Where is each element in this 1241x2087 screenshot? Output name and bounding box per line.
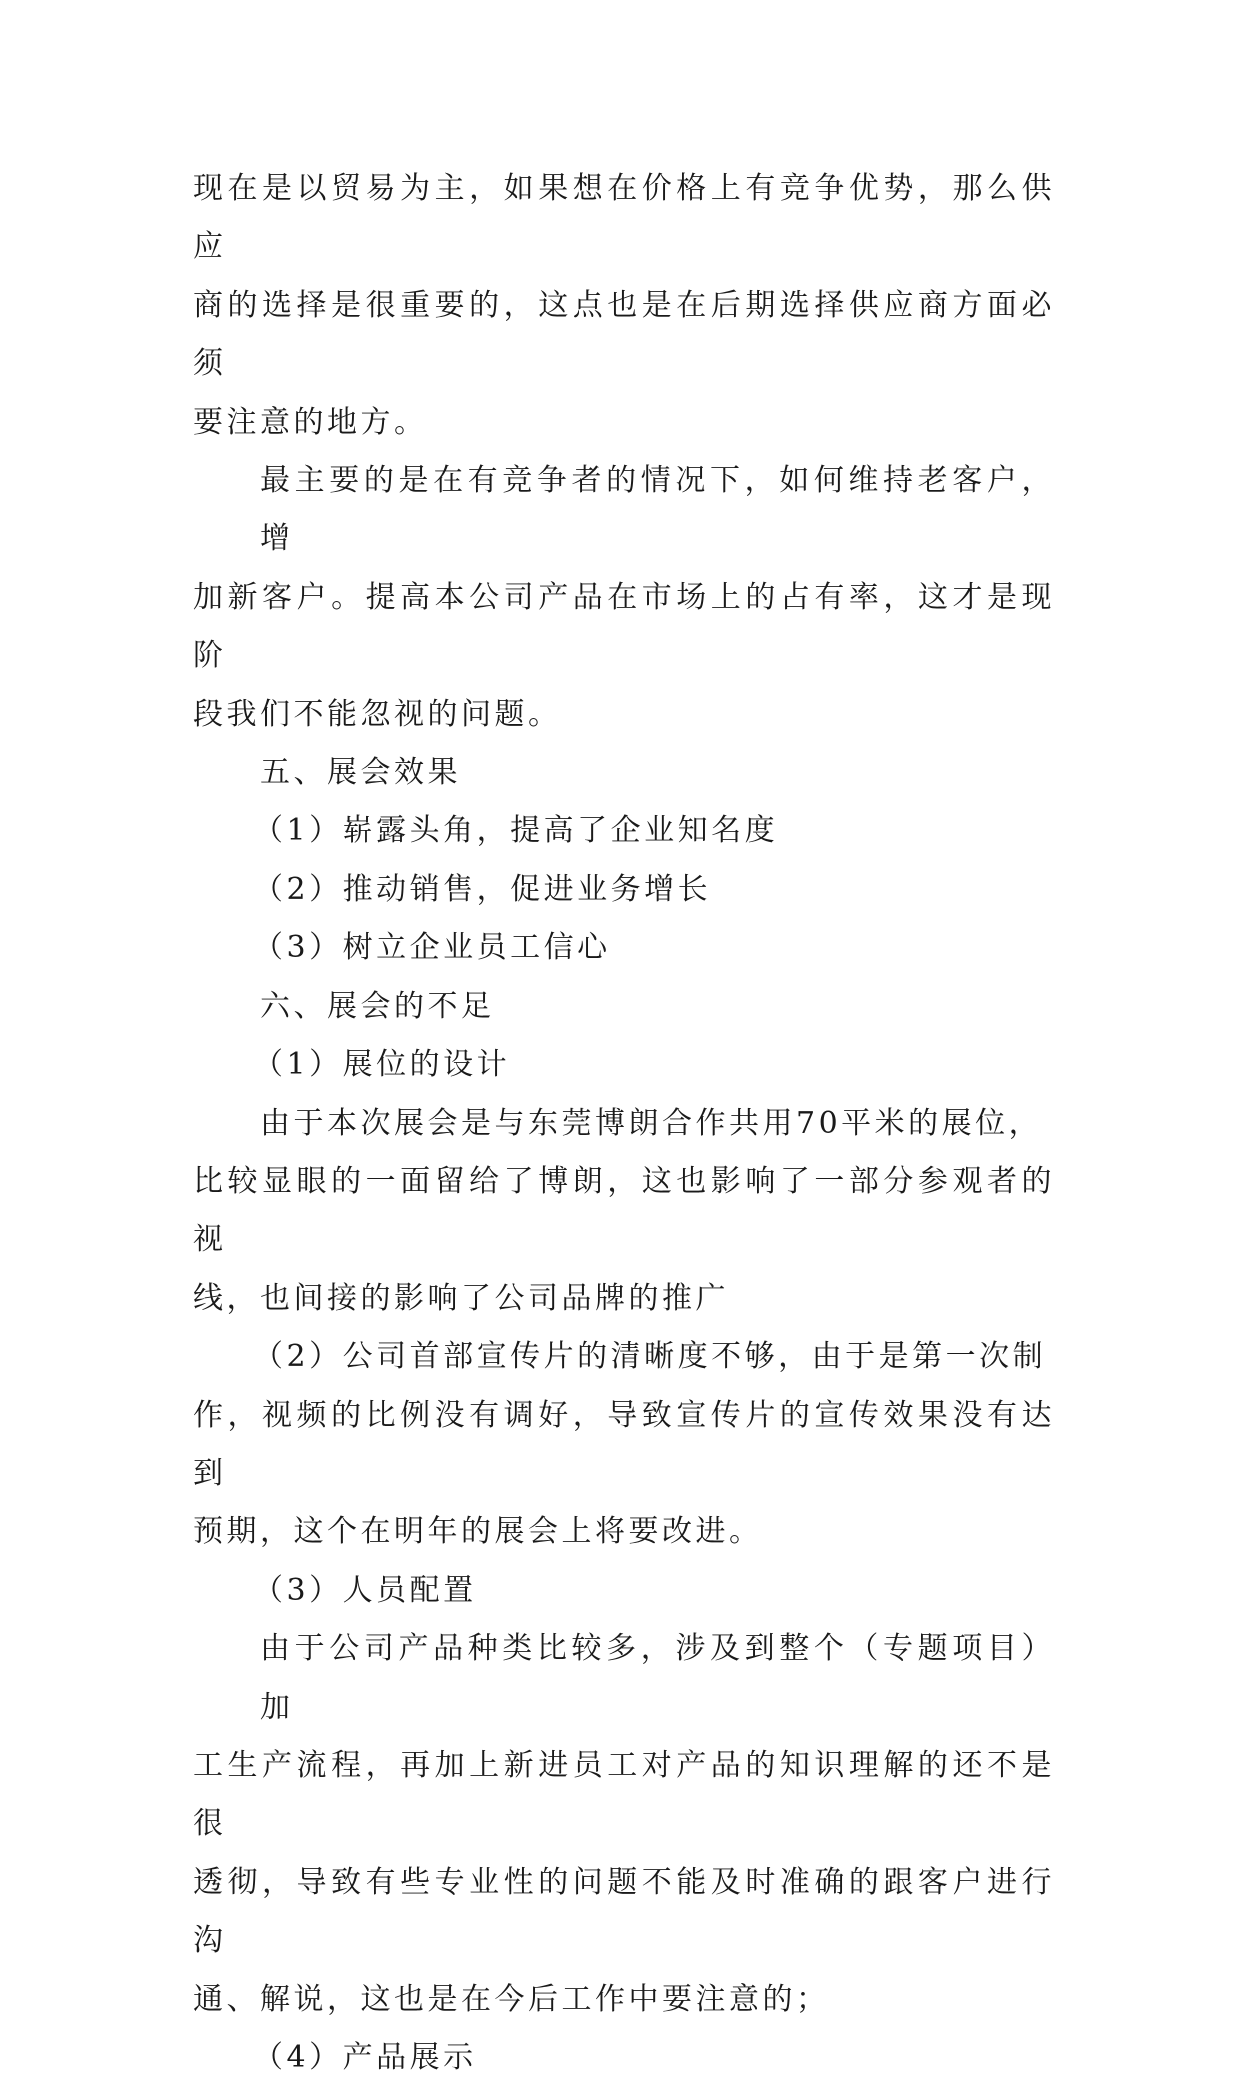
list-item: （3）树立企业员工信心 <box>253 930 611 966</box>
section-heading-exhibition-results: 五、展会效果 <box>260 755 461 791</box>
paragraph-trade <box>193 160 1055 452</box>
paragraph-staffing <box>193 1620 1055 2029</box>
text-line: 预期，这个在明年的展会上将要改进。 <box>193 1514 763 1550</box>
text-line: 通、解说，这也是在今后工作中要注意的； <box>193 1981 830 2017</box>
text-line: 工生产流程，再加上新进员工对产品的知识理解的还不是很 <box>193 1747 1055 1842</box>
list-item: （2）推动销售，促进业务增长 <box>253 871 712 907</box>
text-line: 最主要的是在有竞争者的情况下，如何维持老客户，增 <box>260 463 1055 557</box>
text-line: 线，也间接的影响了公司品牌的推广 <box>193 1280 729 1316</box>
text-line: 透彻，导致有些专业性的问题不能及时准确的跟客户进行沟 <box>193 1864 1055 1959</box>
list-item: （1）崭露头角，提高了企业知名度 <box>253 813 779 849</box>
subheading-product-display: （4）产品展示 <box>253 2040 477 2075</box>
text-line: 商的选择是很重要的，这点也是在后期选择供应商方面必须 <box>193 287 1055 382</box>
text-line: 由于本次展会是与东莞博朗合作共用70平米的展位， <box>260 1105 1043 1141</box>
document-body <box>193 160 1055 2087</box>
subheading-booth-design: （1）展位的设计 <box>253 1047 511 1083</box>
section-heading-exhibition-shortcomings: 六、展会的不足 <box>260 988 495 1024</box>
text-line: 比较显眼的一面留给了博朗，这也影响了一部分参观者的视 <box>193 1163 1055 1258</box>
text-line: 作，视频的比例没有调好，导致宣传片的宣传效果没有达到 <box>193 1397 1055 1491</box>
text-line: 段我们不能忽视的问题。 <box>193 696 562 732</box>
text-line: 现在是以贸易为主，如果想在价格上有竞争优势，那么供应 <box>193 171 1055 265</box>
paragraph-promo-video <box>193 1328 1055 1562</box>
text-line: 由于公司产品种类比较多，涉及到整个（专题项目）加 <box>260 1631 1055 1725</box>
text-line: 加新客户。提高本公司产品在市场上的占有率，这才是现阶 <box>193 579 1055 674</box>
paragraph-booth <box>193 1095 1055 1329</box>
text-line: （2）公司首部宣传片的清晰度不够，由于是第一次制 <box>253 1339 1047 1375</box>
text-line: 要注意的地方。 <box>193 404 428 440</box>
paragraph-competition <box>193 452 1055 744</box>
subheading-staffing: （3）人员配置 <box>253 1572 477 1608</box>
